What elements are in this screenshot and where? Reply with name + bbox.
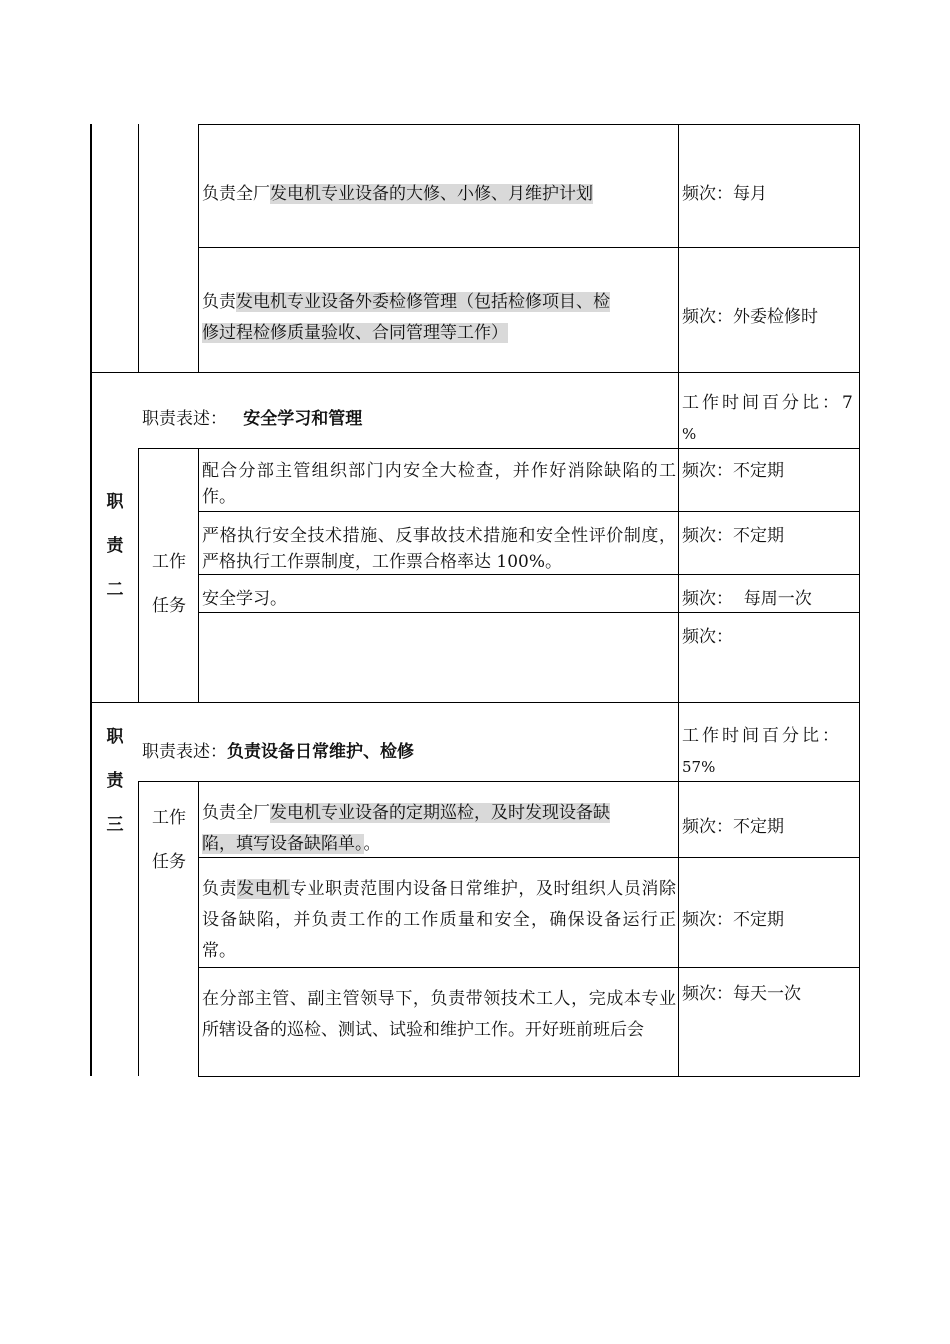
duty-description-value: 负责设备日常维护、检修 (227, 742, 414, 762)
duty-description-label: 职责表述： (142, 742, 227, 762)
task-label: 工作 任务 (152, 552, 186, 616)
table-border-col4 (678, 124, 679, 1076)
task-text: 在分部主管、副主管领导下，负责带领技术工人，完成本专业所辖设备的巡检、测试、试验和维护工作。开好班前班后会 (202, 989, 676, 1040)
table-rule (198, 247, 860, 248)
time-percentage: 工作时间百分比： (682, 726, 842, 746)
duty-side-label: 职 责 三 (106, 727, 124, 835)
task-text-prefix: 负责 (202, 292, 236, 312)
task-text-prefix: 负责全厂 (202, 803, 270, 823)
task-text-prefix: 负责 (202, 879, 238, 899)
task-label: 工作 任务 (152, 808, 186, 872)
task-row (202, 798, 610, 829)
task-frequency: 频次：不定期 (682, 817, 784, 837)
task-text-suffix: 。 (363, 834, 381, 854)
table-rule (198, 1076, 860, 1077)
task-text-highlight: 发电机 (237, 879, 290, 899)
table-border-col2 (138, 448, 139, 703)
duty-side-label: 职 责 二 (106, 492, 124, 600)
table-rule (90, 372, 860, 373)
time-percentage: 工作时间百分比：7 (682, 393, 856, 413)
task-row-continued (202, 829, 381, 860)
task-frequency: 频次：每天一次 (682, 984, 801, 1004)
task-frequency: 频次：不定期 (682, 910, 784, 930)
task-text-highlight: 修过程检修质量验收、合同管理等工作） (202, 323, 508, 343)
time-percentage-cont: % (682, 425, 697, 443)
table-border-col3 (198, 124, 199, 373)
table-rule (138, 448, 860, 449)
table-rule (90, 702, 860, 703)
task-text-highlight: 发电机专业设备外委检修管理（包括检修项目、检 (236, 292, 610, 312)
task-text-rest: 专业职责范围内设备日常维护，及时组织人员消除设备缺陷，并负责工作的工作质量和安全，确保设备运行正常。 (202, 879, 677, 961)
duty-description (142, 404, 362, 435)
table-rule (198, 511, 860, 512)
duty-description-label: 职责表述： (142, 409, 227, 429)
task-text: 安全学习。 (202, 589, 287, 609)
task-text: 严格执行安全技术措施、反事故技术措施和安全性评价制度，严格执行工作票制度，工作票合格率达 100%。 (202, 526, 676, 572)
task-text-highlight: 发电机专业设备的大修、小修、月维护计划 (270, 184, 593, 204)
task-frequency: 频次：外委检修时 (682, 307, 818, 327)
table-border-col3 (198, 448, 199, 703)
task-row (202, 874, 676, 967)
table-rule (198, 124, 860, 125)
table-border-right (859, 124, 860, 1077)
task-frequency: 频次： (682, 627, 733, 647)
duty-description (142, 737, 414, 768)
task-row-continued (202, 318, 508, 349)
table-rule (138, 781, 860, 782)
task-text-highlight: 发电机专业设备的定期巡检，及时发现设备缺 (270, 803, 610, 823)
task-frequency: 频次： 每周一次 (682, 589, 812, 609)
table-border-col2 (138, 124, 139, 373)
task-frequency: 频次：不定期 (682, 461, 784, 481)
table-rule (198, 612, 860, 613)
task-row (202, 287, 610, 318)
table-rule (198, 967, 860, 968)
task-row (202, 179, 593, 210)
task-frequency: 频次：每月 (682, 184, 767, 204)
duty-description-value: 安全学习和管理 (243, 409, 363, 429)
task-text-prefix: 负责全厂 (202, 184, 270, 204)
task-text: 配合分部主管组织部门内安全大检查，并作好消除缺陷的工作。 (202, 461, 676, 507)
table-border-col2 (138, 781, 139, 1076)
time-percentage-cont: 57% (682, 758, 716, 776)
task-text-highlight: 陷，填写设备缺陷单。 (202, 834, 364, 854)
task-frequency: 频次：不定期 (682, 526, 784, 546)
table-border-col3 (198, 781, 199, 1077)
